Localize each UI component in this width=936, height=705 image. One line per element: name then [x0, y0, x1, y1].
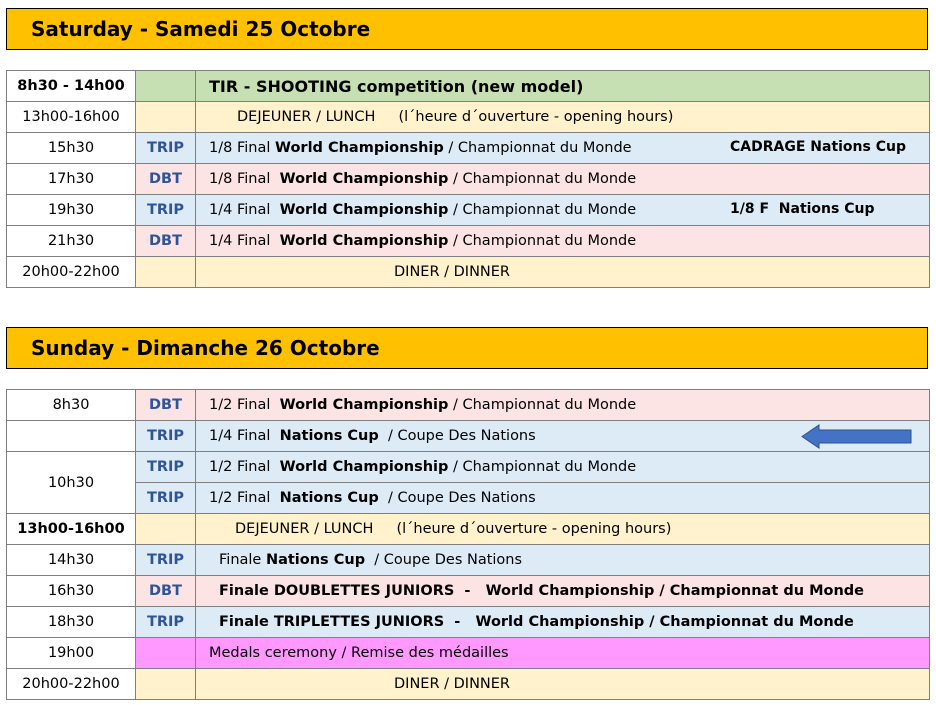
event-cell — [196, 483, 930, 514]
round-label: Finale — [219, 552, 266, 568]
table-row — [7, 607, 930, 638]
competition-french: / Championnat du Monde — [448, 233, 637, 249]
competition-label: World Championship — [279, 202, 449, 218]
event-cell: DEJEUNER / LUNCH (l´heure d´ouverture - opening hours) — [196, 514, 930, 545]
table-row — [7, 514, 930, 545]
competition-french: / Coupe Des Nations — [378, 490, 536, 506]
round-label: 1/8 Final — [209, 171, 280, 187]
left-arrow-icon — [801, 424, 913, 449]
round-label: 1/4 Final — [209, 233, 280, 249]
table-row — [7, 638, 930, 669]
event-cell: Finale DOUBLETTES JUNIORS - World Championship / Championnat du Monde — [196, 576, 930, 607]
event-cell — [196, 195, 930, 226]
table-row — [7, 390, 930, 421]
badge-cell: TRIP — [136, 545, 196, 576]
table-row — [7, 576, 930, 607]
round-label: 1/8 Final — [209, 140, 275, 156]
event-cell: DINER / DINNER — [196, 257, 930, 288]
competition-french: / Coupe Des Nations — [378, 428, 536, 444]
competition-label: Nations Cup — [279, 490, 379, 506]
competition-label: Nations Cup — [279, 428, 379, 444]
time-cell: 16h30 — [7, 576, 136, 607]
time-cell: 18h30 — [7, 607, 136, 638]
badge-cell — [136, 669, 196, 700]
table-row — [7, 669, 930, 700]
badge-cell: DBT — [136, 576, 196, 607]
time-cell: 15h30 — [7, 133, 136, 164]
event-cell: Medals ceremony / Remise des médailles — [196, 638, 930, 669]
table-row — [7, 195, 930, 226]
saturday-header: Saturday - Samedi 25 Octobre — [6, 8, 928, 50]
event-cell — [196, 421, 930, 452]
badge-cell: TRIP — [136, 607, 196, 638]
competition-french: / Championnat du Monde — [448, 459, 637, 475]
competition-label: World Championship — [279, 397, 449, 413]
competition-label: World Championship — [279, 171, 449, 187]
sunday-header: Sunday - Dimanche 26 Octobre — [6, 327, 928, 369]
round-label: 1/2 Final — [209, 459, 280, 475]
time-cell: 8h30 — [7, 390, 136, 421]
event-cell — [196, 133, 930, 164]
badge-cell: DBT — [136, 164, 196, 195]
badge-cell: TRIP — [136, 421, 196, 452]
badge-cell — [136, 71, 196, 102]
competition-french: / Championnat du Monde — [448, 397, 637, 413]
event-cell: DEJEUNER / LUNCH (l´heure d´ouverture - opening hours) — [196, 102, 930, 133]
competition-french: / Championnat du Monde — [448, 171, 637, 187]
saturday-schedule-table — [6, 70, 930, 288]
round-label: 1/4 Final — [209, 428, 280, 444]
time-cell: 13h00-16h00 — [7, 514, 136, 545]
table-row — [7, 226, 930, 257]
badge-cell: TRIP — [136, 133, 196, 164]
event-cell — [196, 452, 930, 483]
event-cell — [196, 226, 930, 257]
table-row — [7, 483, 930, 514]
competition-french: / Championnat du Monde — [448, 202, 637, 218]
time-cell: 19h00 — [7, 638, 136, 669]
time-cell: 13h00-16h00 — [7, 102, 136, 133]
time-cell: 19h30 — [7, 195, 136, 226]
competition-french: / Coupe Des Nations — [365, 552, 523, 568]
table-row — [7, 452, 930, 483]
table-row — [7, 71, 930, 102]
badge-cell — [136, 514, 196, 545]
event-cell — [196, 164, 930, 195]
sunday-schedule-table — [6, 389, 930, 700]
time-cell: 14h30 — [7, 545, 136, 576]
event-cell: Finale TRIPLETTES JUNIORS - World Championship / Championnat du Monde — [196, 607, 930, 638]
time-cell — [7, 421, 136, 452]
table-row — [7, 421, 930, 452]
round-label: 1/2 Final — [209, 490, 280, 506]
table-row — [7, 133, 930, 164]
badge-cell: TRIP — [136, 452, 196, 483]
competition-label: Nations Cup — [265, 552, 366, 568]
event-cell — [196, 545, 930, 576]
nations-cup-note: 1/8 F Nations Cup — [730, 201, 875, 217]
time-cell: 21h30 — [7, 226, 136, 257]
table-row — [7, 545, 930, 576]
competition-label: World Championship — [274, 140, 444, 156]
badge-cell: TRIP — [136, 483, 196, 514]
nations-cup-note: CADRAGE Nations Cup — [730, 139, 906, 155]
event-cell — [196, 390, 930, 421]
badge-cell — [136, 257, 196, 288]
event-cell: DINER / DINNER — [196, 669, 930, 700]
time-cell: 10h30 — [7, 452, 136, 514]
table-row — [7, 257, 930, 288]
time-cell: 20h00-22h00 — [7, 257, 136, 288]
badge-cell: DBT — [136, 390, 196, 421]
table-row — [7, 164, 930, 195]
badge-cell: DBT — [136, 226, 196, 257]
round-label: 1/4 Final — [209, 202, 280, 218]
competition-french: / Championnat du Monde — [443, 140, 632, 156]
event-cell: TIR - SHOOTING competition (new model) — [196, 71, 930, 102]
badge-cell: TRIP — [136, 195, 196, 226]
competition-label: World Championship — [279, 233, 449, 249]
table-row — [7, 102, 930, 133]
time-cell: 17h30 — [7, 164, 136, 195]
competition-label: World Championship — [279, 459, 449, 475]
badge-cell — [136, 638, 196, 669]
time-cell: 20h00-22h00 — [7, 669, 136, 700]
round-label: 1/2 Final — [209, 397, 280, 413]
time-cell: 8h30 - 14h00 — [7, 71, 136, 102]
badge-cell — [136, 102, 196, 133]
